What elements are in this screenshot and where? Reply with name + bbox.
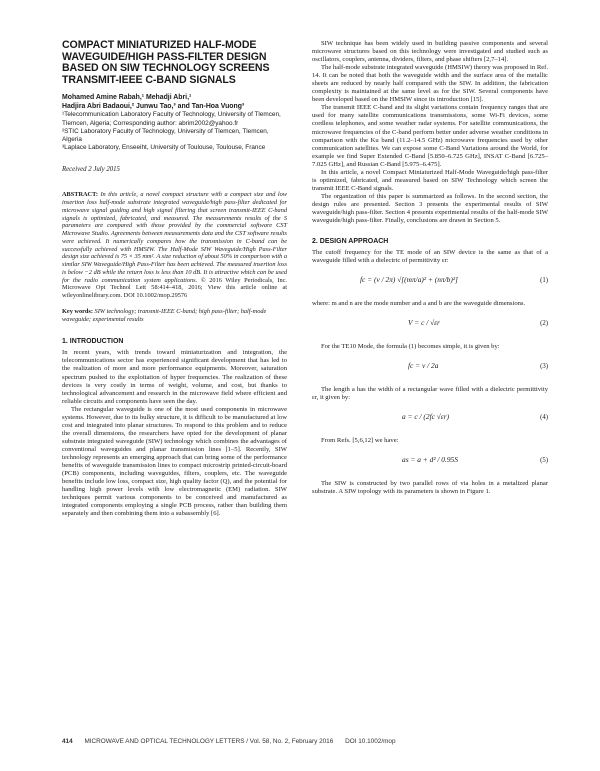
equation-4-number: (4) bbox=[540, 414, 548, 422]
affiliation-2: ²STIC Laboratory Faculty of Technology, University of Tlemcen, Tlemcen, Algeria bbox=[62, 127, 269, 143]
equation-5-math: as = a + d² / 0.95S bbox=[402, 455, 458, 465]
affiliation-3: ³Laplace Laboratory, Enseeiht, University of Toulouse, Toulouse, France bbox=[62, 144, 266, 152]
design-paragraph-6: The SIW is constructed by two parallel rows of via holes in a metalized planar substrate. A SIW topology with its parameters is shown in Figure 1. bbox=[312, 480, 548, 496]
equation-4-math: a = c / (2fc √εr) bbox=[402, 412, 450, 422]
equation-1-number: (1) bbox=[540, 277, 548, 285]
design-paragraph-2: where: m and n are the mode number and a and b are the waveguide dimensions. bbox=[312, 300, 526, 308]
doi: DOI 10.1002/mop bbox=[345, 738, 396, 745]
abstract-label: ABSTRACT: bbox=[62, 191, 98, 199]
page-number: 414 bbox=[62, 738, 73, 745]
abstract-text: In this article, a novel compact structure with a compact size and low insertion loss half-mode substrate integrated waveguide/high pass-filter dedicated for microwave signal guiding and high signal filtering that screen transmit-IEEE C-band signals is optimized, fabricated, and measured. The measurements results of the S parameters are compared with those provided by the commercial software CST Microwave Studio. Agreements between measurements data and the CST software results were achieved. It numerically compares how the transmission in C-band can be successfully achieved with HMSIW. The Half-Mode SIW Waveguide/High Pass-Filter design size achieved is 75 × 35 mm². A size reduction of about 50% in comparison with a similar SIW Waveguide/High Pass-Filter has been achieved. The measured insertion loss is below −2 dB while the return loss is less than 10 dB. It is attractive which can be used for the radio communication system applications. bbox=[62, 191, 287, 284]
abstract bbox=[62, 191, 287, 300]
authors-line-1: Mohamed Amine Rabah,¹ Mehadji Abri,¹ bbox=[62, 94, 192, 102]
equation-2 bbox=[312, 312, 548, 339]
equation-3-number: (3) bbox=[540, 363, 548, 371]
affiliation-1: ¹Telecommunication Laboratory Faculty of Technology, University of Tlemcen, Tlemcen, Algeria; Corresponding author: abrim2002@yahoo.fr bbox=[62, 111, 281, 127]
intro-paragraph-2: The rectangular waveguide is one of the most used components in microwave systems. However, due to its bulky structure, it is difficult to be manufactured at low cost and integrated into planar structures. To respond to this problem and to reduce the overall dimensions, the researchers have opted for the development of planar substrate integrated waveguide (SIW) technology which combines the advantages of conventional waveguides and planar transmission lines [1–5]. Recently, SIW technology represents an emerging approach that can bring some of the performance benefits of waveguide transmission lines to compact microstrip printed-circuit-board (PCB) components, including waveguides, filters, couplers, etc. The waveguide benefits include low loss, compact size, high quality factor (Q), and the potential for handling high power levels with low electromagnetic (EM) radiation. SIW techniques permit various components to be conceived and manufactured as integrated components employing a single PCB process, rather than building them separately and then combining them into a subassembly [6]. bbox=[62, 405, 287, 518]
right-paragraph-1: SIW technique has been widely used in building passive components and several microwave structures based on this technology were investigated and studied such as oscillators, couplers, antenna, dividers, filters, and phase shifters [2,7–14]. bbox=[312, 40, 548, 64]
right-column bbox=[312, 40, 548, 497]
intro-paragraph-1: In recent years, with trends toward miniaturization and integration, the telecommunications sector has experienced significant development that has led to the realization of more and more performance equipments. Moreover, saturation spectrum pushed to the exploitation of hyper frequencies. The realization of these devices is very costly in terms of weight, volume, and cost, but thanks to technological advancement and research in the microwave field where efficient and reliable circuits and components have seen the day. bbox=[62, 349, 287, 405]
equation-3-math: fc = v / 2a bbox=[408, 361, 439, 371]
equation-4 bbox=[312, 406, 548, 433]
equation-1 bbox=[312, 269, 548, 296]
right-paragraph-3: The transmit IEEE C-band and its slight variations contain frequency ranges that are used for many satellite communications transmissions, some Wi-Fi devices, some cordless telephones, and some weather radar systems. For satellite communications, the microwave frequencies of the C-band perform better under adverse weather conditions in comparison with the Ku band (11.2–14.5 GHz) microwave frequencies used by other communication satellites. We can expose some C-Band Variations around the World, for example we find Super Extended C-Band [5.850–6.725 GHz], INSAT C-Band [6.725–7.025 GHz], and Russian C-Band [5.975–6.475]. bbox=[312, 104, 548, 168]
right-paragraph-2: The half-mode substrate integrated waveguide (HMSIW) theory was proposed in Ref. 14. It can be noted that both the waveguide width and the surface area of the metallic sheets are reduced by nearly half compared with the SIW. In addition, the fabrication complexity is maintained at the same level as for the SIW. Several components have been developed based on the HMSIW since its introduction [15]. bbox=[312, 64, 548, 104]
equation-2-number: (2) bbox=[540, 320, 548, 328]
right-paragraph-4: In this article, a novel Compact Miniaturized Half-Mode Waveguide/high pass-filter is optimized, fabricated, and measured based on SIW Technology which screen the transmit IEEE C-Band signals. bbox=[312, 168, 548, 192]
journal-info: MICROWAVE AND OPTICAL TECHNOLOGY LETTERS / Vol. 58, No. 2, February 2016 bbox=[84, 738, 334, 745]
equation-1-math: fc = (v / 2π) √[(mπ/a)² + (nπ/b)²] bbox=[360, 275, 458, 285]
page-footer bbox=[62, 738, 548, 745]
equation-5 bbox=[312, 449, 548, 476]
equation-3 bbox=[312, 355, 548, 382]
received-date: Received 2 July 2015 bbox=[62, 166, 120, 174]
left-column bbox=[62, 40, 287, 518]
authors-line-2: Hadjira Abri Badaoui,² Junwu Tao,³ and Tan-Hoa Vuong³ bbox=[62, 103, 245, 111]
equation-5-number: (5) bbox=[540, 457, 548, 465]
keywords-label: Key words: bbox=[62, 307, 93, 315]
design-paragraph-4: The length a has the width of a rectangular wave filled with a dielectric permittivity εr, it given by: bbox=[312, 386, 548, 402]
design-paragraph-3: For the TE10 Mode, the formula (1) becomes simple, it is given by: bbox=[321, 343, 500, 351]
keywords bbox=[62, 308, 287, 324]
article-title: COMPACT MINIATURIZED HALF-MODE WAVEGUIDE/HIGH PASS-FILTER DESIGN BASED ON SIW TECHNOLOGY SCREENS TRANSMIT-IEEE C-BAND SIGNALS bbox=[62, 39, 270, 86]
abstract-tail: © 2016 Wiley Periodicals, Inc. Microwave Opt Technol Lett 58:414–418, 2016; View this article online at wileyonlinelibrary.com. DOI 10.1002/mop.29576 bbox=[62, 276, 287, 300]
design-paragraph-5: From Refs. [5,6,12] we have: bbox=[321, 437, 399, 445]
equation-2-math: V = c / √εr bbox=[408, 318, 440, 328]
section-2-heading: 2. DESIGN APPROACH bbox=[312, 238, 389, 246]
section-1-heading: 1. INTRODUCTION bbox=[62, 338, 124, 346]
right-paragraph-5: The organization of this paper is summarized as follows. In the second section, the design rules are presented. Section 3 presents the experimental results of SIW waveguide/high pass-filter. Section 4 presents experimental results of the half-mode SIW waveguide/high pass-filter. Finally, conclusions are drawn in Section 5. bbox=[312, 192, 548, 225]
design-paragraph-1: The cutoff frequency for the TE mode of an SIW device is the same as that of a waveguide filled with a dielectric of permittivity εr: bbox=[312, 249, 548, 265]
keywords-text: SIW technology; transmit-IEEE C-band; high pass-filter; half-mode waveguide; experimental results bbox=[62, 307, 267, 323]
